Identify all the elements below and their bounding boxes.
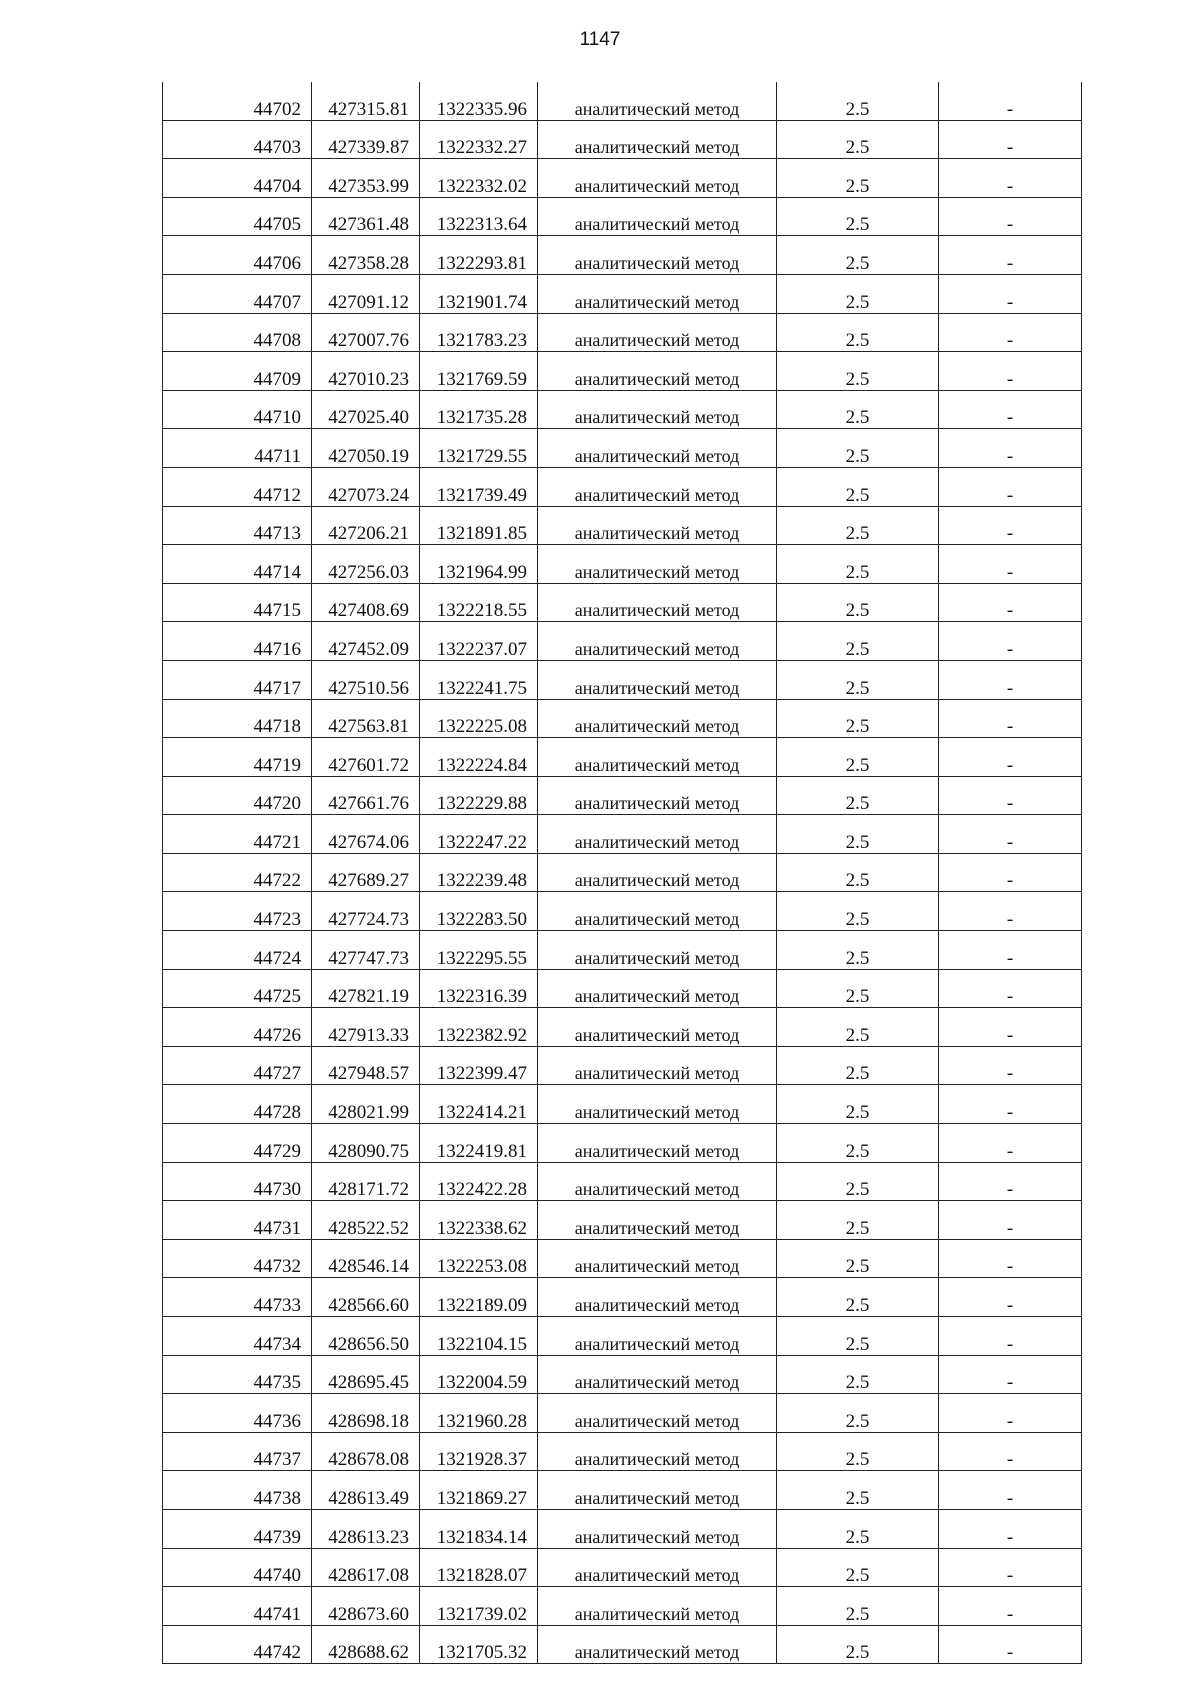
x-coordinate-cell: 428171.72 [312, 1162, 420, 1201]
x-coordinate-cell: 427361.48 [312, 197, 420, 236]
y-coordinate-cell: 1322004.59 [420, 1355, 538, 1394]
table-row [163, 699, 1082, 738]
point-number-cell: 44716 [163, 622, 312, 661]
table-row [163, 1008, 1082, 1047]
y-coordinate-cell: 1321739.49 [420, 467, 538, 506]
y-coordinate-cell: 1321891.85 [420, 506, 538, 545]
x-coordinate-cell: 427091.12 [312, 274, 420, 313]
x-coordinate-cell: 427913.33 [312, 1008, 420, 1047]
accuracy-cell: 2.5 [777, 892, 939, 931]
point-number-cell: 44735 [163, 1355, 312, 1394]
note-cell: - [939, 1317, 1082, 1356]
table-row [163, 1394, 1082, 1433]
y-coordinate-cell: 1322247.22 [420, 815, 538, 854]
note-cell: - [939, 159, 1082, 198]
table-row [163, 1548, 1082, 1587]
y-coordinate-cell: 1322189.09 [420, 1278, 538, 1317]
accuracy-cell: 2.5 [777, 622, 939, 661]
note-cell: - [939, 545, 1082, 584]
x-coordinate-cell: 428522.52 [312, 1201, 420, 1240]
accuracy-cell: 2.5 [777, 660, 939, 699]
point-number-cell: 44732 [163, 1239, 312, 1278]
x-coordinate-cell: 428546.14 [312, 1239, 420, 1278]
table-row [163, 1587, 1082, 1626]
x-coordinate-cell: 428695.45 [312, 1355, 420, 1394]
x-coordinate-cell: 428566.60 [312, 1278, 420, 1317]
method-cell: аналитический метод [538, 1471, 777, 1510]
note-cell: - [939, 1278, 1082, 1317]
table-row [163, 313, 1082, 352]
method-cell: аналитический метод [538, 931, 777, 970]
point-number-cell: 44728 [163, 1085, 312, 1124]
y-coordinate-cell: 1322422.28 [420, 1162, 538, 1201]
point-number-cell: 44711 [163, 429, 312, 468]
y-coordinate-cell: 1321928.37 [420, 1432, 538, 1471]
note-cell: - [939, 931, 1082, 970]
point-number-cell: 44724 [163, 931, 312, 970]
point-number-cell: 44738 [163, 1471, 312, 1510]
point-number-cell: 44709 [163, 352, 312, 391]
x-coordinate-cell: 428613.23 [312, 1509, 420, 1548]
point-number-cell: 44740 [163, 1548, 312, 1587]
note-cell: - [939, 660, 1082, 699]
table-body [163, 82, 1082, 1664]
point-number-cell: 44739 [163, 1509, 312, 1548]
y-coordinate-cell: 1321960.28 [420, 1394, 538, 1433]
point-number-cell: 44708 [163, 313, 312, 352]
point-number-cell: 44725 [163, 969, 312, 1008]
point-number-cell: 44733 [163, 1278, 312, 1317]
method-cell: аналитический метод [538, 1317, 777, 1356]
table-row [163, 429, 1082, 468]
accuracy-cell: 2.5 [777, 776, 939, 815]
accuracy-cell: 2.5 [777, 583, 939, 622]
x-coordinate-cell: 428698.18 [312, 1394, 420, 1433]
accuracy-cell: 2.5 [777, 1432, 939, 1471]
method-cell: аналитический метод [538, 660, 777, 699]
table-row [163, 1509, 1082, 1548]
point-number-cell: 44741 [163, 1587, 312, 1626]
x-coordinate-cell: 427050.19 [312, 429, 420, 468]
accuracy-cell: 2.5 [777, 1278, 939, 1317]
accuracy-cell: 2.5 [777, 197, 939, 236]
accuracy-cell: 2.5 [777, 120, 939, 159]
note-cell: - [939, 892, 1082, 931]
point-number-cell: 44727 [163, 1046, 312, 1085]
note-cell: - [939, 815, 1082, 854]
accuracy-cell: 2.5 [777, 159, 939, 198]
accuracy-cell: 2.5 [777, 1625, 939, 1664]
accuracy-cell: 2.5 [777, 467, 939, 506]
accuracy-cell: 2.5 [777, 699, 939, 738]
accuracy-cell: 2.5 [777, 82, 939, 120]
table-row [163, 467, 1082, 506]
accuracy-cell: 2.5 [777, 506, 939, 545]
accuracy-cell: 2.5 [777, 1471, 939, 1510]
table-row [163, 1239, 1082, 1278]
method-cell: аналитический метод [538, 159, 777, 198]
y-coordinate-cell: 1321783.23 [420, 313, 538, 352]
point-number-cell: 44721 [163, 815, 312, 854]
point-number-cell: 44710 [163, 390, 312, 429]
accuracy-cell: 2.5 [777, 274, 939, 313]
x-coordinate-cell: 427315.81 [312, 82, 420, 120]
y-coordinate-cell: 1321705.32 [420, 1625, 538, 1664]
method-cell: аналитический метод [538, 506, 777, 545]
x-coordinate-cell: 427353.99 [312, 159, 420, 198]
method-cell: аналитический метод [538, 197, 777, 236]
accuracy-cell: 2.5 [777, 1394, 939, 1433]
accuracy-cell: 2.5 [777, 313, 939, 352]
accuracy-cell: 2.5 [777, 1548, 939, 1587]
table-row [163, 776, 1082, 815]
method-cell: аналитический метод [538, 313, 777, 352]
note-cell: - [939, 467, 1082, 506]
note-cell: - [939, 1162, 1082, 1201]
x-coordinate-cell: 428656.50 [312, 1317, 420, 1356]
accuracy-cell: 2.5 [777, 1587, 939, 1626]
table-row [163, 390, 1082, 429]
y-coordinate-cell: 1322332.02 [420, 159, 538, 198]
accuracy-cell: 2.5 [777, 738, 939, 777]
point-number-cell: 44715 [163, 583, 312, 622]
x-coordinate-cell: 427661.76 [312, 776, 420, 815]
x-coordinate-cell: 428021.99 [312, 1085, 420, 1124]
y-coordinate-cell: 1322316.39 [420, 969, 538, 1008]
method-cell: аналитический метод [538, 969, 777, 1008]
note-cell: - [939, 1355, 1082, 1394]
x-coordinate-cell: 427724.73 [312, 892, 420, 931]
method-cell: аналитический метод [538, 583, 777, 622]
y-coordinate-cell: 1322313.64 [420, 197, 538, 236]
note-cell: - [939, 583, 1082, 622]
point-number-cell: 44703 [163, 120, 312, 159]
table-row [163, 1124, 1082, 1163]
accuracy-cell: 2.5 [777, 429, 939, 468]
table-row [163, 197, 1082, 236]
note-cell: - [939, 1239, 1082, 1278]
point-number-cell: 44731 [163, 1201, 312, 1240]
x-coordinate-cell: 427025.40 [312, 390, 420, 429]
point-number-cell: 44714 [163, 545, 312, 584]
method-cell: аналитический метод [538, 390, 777, 429]
table-row [163, 1471, 1082, 1510]
accuracy-cell: 2.5 [777, 1162, 939, 1201]
y-coordinate-cell: 1322295.55 [420, 931, 538, 970]
note-cell: - [939, 1432, 1082, 1471]
point-number-cell: 44722 [163, 853, 312, 892]
note-cell: - [939, 236, 1082, 275]
table-row [163, 1201, 1082, 1240]
x-coordinate-cell: 427510.56 [312, 660, 420, 699]
point-number-cell: 44736 [163, 1394, 312, 1433]
y-coordinate-cell: 1321901.74 [420, 274, 538, 313]
note-cell: - [939, 699, 1082, 738]
x-coordinate-cell: 427256.03 [312, 545, 420, 584]
note-cell: - [939, 429, 1082, 468]
method-cell: аналитический метод [538, 352, 777, 391]
y-coordinate-cell: 1322241.75 [420, 660, 538, 699]
x-coordinate-cell: 427563.81 [312, 699, 420, 738]
y-coordinate-cell: 1322104.15 [420, 1317, 538, 1356]
method-cell: аналитический метод [538, 1355, 777, 1394]
y-coordinate-cell: 1322224.84 [420, 738, 538, 777]
note-cell: - [939, 352, 1082, 391]
table-row [163, 738, 1082, 777]
y-coordinate-cell: 1322225.08 [420, 699, 538, 738]
table-row [163, 1085, 1082, 1124]
note-cell: - [939, 1046, 1082, 1085]
method-cell: аналитический метод [538, 699, 777, 738]
accuracy-cell: 2.5 [777, 931, 939, 970]
table-row [163, 892, 1082, 931]
accuracy-cell: 2.5 [777, 545, 939, 584]
note-cell: - [939, 1509, 1082, 1548]
y-coordinate-cell: 1321769.59 [420, 352, 538, 391]
accuracy-cell: 2.5 [777, 815, 939, 854]
point-number-cell: 44734 [163, 1317, 312, 1356]
note-cell: - [939, 969, 1082, 1008]
y-coordinate-cell: 1322237.07 [420, 622, 538, 661]
point-number-cell: 44704 [163, 159, 312, 198]
x-coordinate-cell: 427601.72 [312, 738, 420, 777]
y-coordinate-cell: 1322399.47 [420, 1046, 538, 1085]
table-row [163, 969, 1082, 1008]
method-cell: аналитический метод [538, 1008, 777, 1047]
note-cell: - [939, 120, 1082, 159]
table-row [163, 506, 1082, 545]
y-coordinate-cell: 1322338.62 [420, 1201, 538, 1240]
table-row [163, 236, 1082, 275]
table-row [163, 1278, 1082, 1317]
x-coordinate-cell: 428673.60 [312, 1587, 420, 1626]
point-number-cell: 44717 [163, 660, 312, 699]
point-number-cell: 44718 [163, 699, 312, 738]
table-row [163, 815, 1082, 854]
method-cell: аналитический метод [538, 1046, 777, 1085]
y-coordinate-cell: 1321828.07 [420, 1548, 538, 1587]
x-coordinate-cell: 427206.21 [312, 506, 420, 545]
y-coordinate-cell: 1322239.48 [420, 853, 538, 892]
method-cell: аналитический метод [538, 1278, 777, 1317]
y-coordinate-cell: 1322283.50 [420, 892, 538, 931]
y-coordinate-cell: 1321964.99 [420, 545, 538, 584]
point-number-cell: 44726 [163, 1008, 312, 1047]
x-coordinate-cell: 428090.75 [312, 1124, 420, 1163]
point-number-cell: 44737 [163, 1432, 312, 1471]
x-coordinate-cell: 427010.23 [312, 352, 420, 391]
table-row [163, 853, 1082, 892]
x-coordinate-cell: 428678.08 [312, 1432, 420, 1471]
y-coordinate-cell: 1321739.02 [420, 1587, 538, 1626]
table-row [163, 1162, 1082, 1201]
page-number: 1147 [579, 29, 621, 50]
table-row [163, 120, 1082, 159]
point-number-cell: 44742 [163, 1625, 312, 1664]
point-number-cell: 44712 [163, 467, 312, 506]
note-cell: - [939, 1471, 1082, 1510]
method-cell: аналитический метод [538, 274, 777, 313]
note-cell: - [939, 506, 1082, 545]
table-row [163, 159, 1082, 198]
note-cell: - [939, 1548, 1082, 1587]
y-coordinate-cell: 1322332.27 [420, 120, 538, 159]
method-cell: аналитический метод [538, 82, 777, 120]
point-number-cell: 44719 [163, 738, 312, 777]
table-row [163, 1625, 1082, 1664]
accuracy-cell: 2.5 [777, 352, 939, 391]
note-cell: - [939, 1085, 1082, 1124]
note-cell: - [939, 390, 1082, 429]
point-number-cell: 44702 [163, 82, 312, 120]
method-cell: аналитический метод [538, 1162, 777, 1201]
note-cell: - [939, 197, 1082, 236]
method-cell: аналитический метод [538, 853, 777, 892]
method-cell: аналитический метод [538, 120, 777, 159]
table-row [163, 660, 1082, 699]
x-coordinate-cell: 427073.24 [312, 467, 420, 506]
table-row [163, 622, 1082, 661]
method-cell: аналитический метод [538, 1625, 777, 1664]
table-row [163, 1355, 1082, 1394]
x-coordinate-cell: 427339.87 [312, 120, 420, 159]
x-coordinate-cell: 427007.76 [312, 313, 420, 352]
note-cell: - [939, 776, 1082, 815]
y-coordinate-cell: 1321869.27 [420, 1471, 538, 1510]
method-cell: аналитический метод [538, 1124, 777, 1163]
x-coordinate-cell: 428617.08 [312, 1548, 420, 1587]
table-row [163, 1046, 1082, 1085]
x-coordinate-cell: 427674.06 [312, 815, 420, 854]
accuracy-cell: 2.5 [777, 1239, 939, 1278]
y-coordinate-cell: 1321735.28 [420, 390, 538, 429]
table-row [163, 931, 1082, 970]
method-cell: аналитический метод [538, 429, 777, 468]
method-cell: аналитический метод [538, 1509, 777, 1548]
table-row [163, 1432, 1082, 1471]
note-cell: - [939, 738, 1082, 777]
accuracy-cell: 2.5 [777, 1124, 939, 1163]
method-cell: аналитический метод [538, 1548, 777, 1587]
y-coordinate-cell: 1322335.96 [420, 82, 538, 120]
table-row [163, 1317, 1082, 1356]
note-cell: - [939, 1587, 1082, 1626]
accuracy-cell: 2.5 [777, 853, 939, 892]
x-coordinate-cell: 427747.73 [312, 931, 420, 970]
method-cell: аналитический метод [538, 815, 777, 854]
y-coordinate-cell: 1322229.88 [420, 776, 538, 815]
y-coordinate-cell: 1322253.08 [420, 1239, 538, 1278]
x-coordinate-cell: 428613.49 [312, 1471, 420, 1510]
point-number-cell: 44723 [163, 892, 312, 931]
accuracy-cell: 2.5 [777, 1008, 939, 1047]
accuracy-cell: 2.5 [777, 1355, 939, 1394]
method-cell: аналитический метод [538, 1432, 777, 1471]
table-row [163, 352, 1082, 391]
method-cell: аналитический метод [538, 545, 777, 584]
method-cell: аналитический метод [538, 467, 777, 506]
table-row [163, 82, 1082, 120]
x-coordinate-cell: 427948.57 [312, 1046, 420, 1085]
point-number-cell: 44729 [163, 1124, 312, 1163]
y-coordinate-cell: 1322419.81 [420, 1124, 538, 1163]
note-cell: - [939, 274, 1082, 313]
table-row [163, 545, 1082, 584]
method-cell: аналитический метод [538, 622, 777, 661]
method-cell: аналитический метод [538, 1239, 777, 1278]
accuracy-cell: 2.5 [777, 969, 939, 1008]
accuracy-cell: 2.5 [777, 1509, 939, 1548]
note-cell: - [939, 1201, 1082, 1240]
y-coordinate-cell: 1322382.92 [420, 1008, 538, 1047]
x-coordinate-cell: 427408.69 [312, 583, 420, 622]
method-cell: аналитический метод [538, 738, 777, 777]
y-coordinate-cell: 1321729.55 [420, 429, 538, 468]
method-cell: аналитический метод [538, 236, 777, 275]
x-coordinate-cell: 428688.62 [312, 1625, 420, 1664]
note-cell: - [939, 82, 1082, 120]
accuracy-cell: 2.5 [777, 1085, 939, 1124]
y-coordinate-cell: 1322218.55 [420, 583, 538, 622]
point-number-cell: 44730 [163, 1162, 312, 1201]
y-coordinate-cell: 1322293.81 [420, 236, 538, 275]
y-coordinate-cell: 1322414.21 [420, 1085, 538, 1124]
method-cell: аналитический метод [538, 1587, 777, 1626]
point-number-cell: 44707 [163, 274, 312, 313]
accuracy-cell: 2.5 [777, 390, 939, 429]
accuracy-cell: 2.5 [777, 236, 939, 275]
method-cell: аналитический метод [538, 1201, 777, 1240]
note-cell: - [939, 1008, 1082, 1047]
x-coordinate-cell: 427358.28 [312, 236, 420, 275]
note-cell: - [939, 1124, 1082, 1163]
note-cell: - [939, 1625, 1082, 1664]
note-cell: - [939, 622, 1082, 661]
method-cell: аналитический метод [538, 776, 777, 815]
table-row [163, 583, 1082, 622]
note-cell: - [939, 313, 1082, 352]
method-cell: аналитический метод [538, 1394, 777, 1433]
accuracy-cell: 2.5 [777, 1046, 939, 1085]
coordinates-table [162, 82, 1082, 1664]
point-number-cell: 44720 [163, 776, 312, 815]
method-cell: аналитический метод [538, 1085, 777, 1124]
y-coordinate-cell: 1321834.14 [420, 1509, 538, 1548]
table-row [163, 274, 1082, 313]
note-cell: - [939, 853, 1082, 892]
x-coordinate-cell: 427452.09 [312, 622, 420, 661]
point-number-cell: 44705 [163, 197, 312, 236]
method-cell: аналитический метод [538, 892, 777, 931]
x-coordinate-cell: 427821.19 [312, 969, 420, 1008]
note-cell: - [939, 1394, 1082, 1433]
x-coordinate-cell: 427689.27 [312, 853, 420, 892]
accuracy-cell: 2.5 [777, 1317, 939, 1356]
point-number-cell: 44706 [163, 236, 312, 275]
accuracy-cell: 2.5 [777, 1201, 939, 1240]
point-number-cell: 44713 [163, 506, 312, 545]
